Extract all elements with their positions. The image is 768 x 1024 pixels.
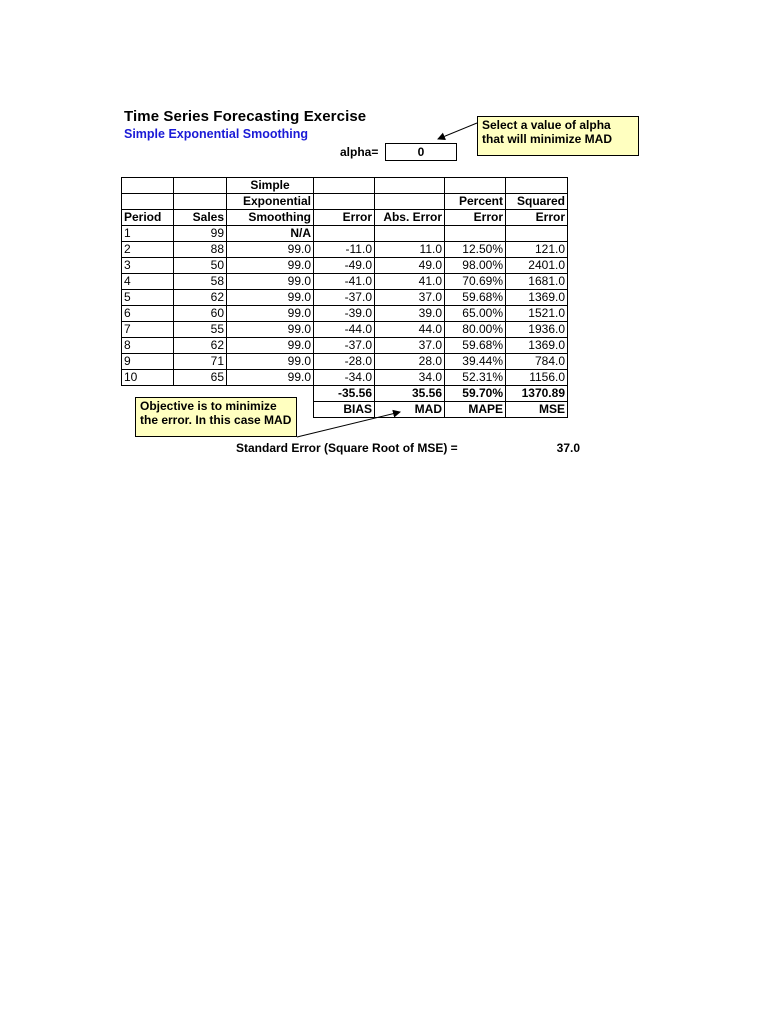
alpha-note-arrow — [438, 123, 477, 139]
abs-error-cell: 28.0 — [375, 354, 445, 370]
sales-cell: 71 — [174, 354, 227, 370]
page-subtitle: Simple Exponential Smoothing — [124, 127, 309, 141]
bias-label: BIAS — [314, 402, 375, 418]
header-period: Period — [122, 210, 174, 226]
abs-error-cell: 39.0 — [375, 306, 445, 322]
alpha-input-cell[interactable]: 0 — [385, 143, 457, 161]
percent-error-cell: 98.00% — [445, 258, 506, 274]
period-cell: 10 — [122, 370, 174, 386]
alpha-label: alpha= — [340, 145, 379, 159]
period-cell: 3 — [122, 258, 174, 274]
period-cell: 7 — [122, 322, 174, 338]
error-cell: -34.0 — [314, 370, 375, 386]
ses-cell: 99.0 — [227, 242, 314, 258]
error-cell: -49.0 — [314, 258, 375, 274]
standard-error-value: 37.0 — [556, 441, 580, 455]
ses-cell: N/A — [227, 226, 314, 242]
period-cell: 5 — [122, 290, 174, 306]
sales-cell: 55 — [174, 322, 227, 338]
squared-error-cell: 1936.0 — [506, 322, 568, 338]
header-sales: Sales — [174, 210, 227, 226]
error-cell: -44.0 — [314, 322, 375, 338]
squared-error-cell: 1681.0 — [506, 274, 568, 290]
alpha-note: Select a value of alpha that will minimize MAD — [477, 116, 639, 156]
mse-value: 1370.89 — [506, 386, 568, 402]
abs-error-cell: 37.0 — [375, 290, 445, 306]
percent-error-cell: 70.69% — [445, 274, 506, 290]
period-cell: 9 — [122, 354, 174, 370]
sales-cell: 50 — [174, 258, 227, 274]
mad-label: MAD — [375, 402, 445, 418]
ses-cell: 99.0 — [227, 338, 314, 354]
sales-cell: 62 — [174, 338, 227, 354]
percent-error-cell: 59.68% — [445, 338, 506, 354]
abs-error-cell: 11.0 — [375, 242, 445, 258]
percent-error-cell: 52.31% — [445, 370, 506, 386]
ses-cell: 99.0 — [227, 370, 314, 386]
header-sq-line1: Squared — [506, 194, 568, 210]
squared-error-cell: 1156.0 — [506, 370, 568, 386]
percent-error-cell: 59.68% — [445, 290, 506, 306]
sales-cell: 65 — [174, 370, 227, 386]
page-title: Time Series Forecasting Exercise — [124, 108, 367, 125]
objective-note-arrow — [297, 412, 400, 437]
ses-cell: 99.0 — [227, 306, 314, 322]
error-cell: -37.0 — [314, 338, 375, 354]
sales-cell: 60 — [174, 306, 227, 322]
header-ses-line1: Simple — [227, 178, 314, 194]
sales-cell: 99 — [174, 226, 227, 242]
error-cell: -41.0 — [314, 274, 375, 290]
ses-cell: 99.0 — [227, 354, 314, 370]
period-cell: 4 — [122, 274, 174, 290]
header-error: Error — [314, 210, 375, 226]
standard-error-label: Standard Error (Square Root of MSE) = — [236, 441, 458, 455]
sales-cell: 58 — [174, 274, 227, 290]
sales-cell: 62 — [174, 290, 227, 306]
error-cell: -11.0 — [314, 242, 375, 258]
squared-error-cell: 121.0 — [506, 242, 568, 258]
abs-error-cell: 34.0 — [375, 370, 445, 386]
ses-cell: 99.0 — [227, 258, 314, 274]
squared-error-cell: 1369.0 — [506, 290, 568, 306]
abs-error-cell: 44.0 — [375, 322, 445, 338]
period-cell: 6 — [122, 306, 174, 322]
percent-error-cell: 65.00% — [445, 306, 506, 322]
header-ses-line2: Exponential — [227, 194, 314, 210]
squared-error-cell: 784.0 — [506, 354, 568, 370]
percent-error-cell: 12.50% — [445, 242, 506, 258]
mape-label: MAPE — [445, 402, 506, 418]
ses-cell: 99.0 — [227, 322, 314, 338]
header-ses-line3: Smoothing — [227, 210, 314, 226]
abs-error-cell: 37.0 — [375, 338, 445, 354]
abs-error-cell: 49.0 — [375, 258, 445, 274]
header-pct-line2: Error — [445, 210, 506, 226]
period-cell: 1 — [122, 226, 174, 242]
percent-error-cell: 80.00% — [445, 322, 506, 338]
error-cell: -28.0 — [314, 354, 375, 370]
mse-label: MSE — [506, 402, 568, 418]
percent-error-cell: 39.44% — [445, 354, 506, 370]
squared-error-cell: 2401.0 — [506, 258, 568, 274]
ses-cell: 99.0 — [227, 290, 314, 306]
ses-cell: 99.0 — [227, 274, 314, 290]
header-sq-line2: Error — [506, 210, 568, 226]
squared-error-cell: 1521.0 — [506, 306, 568, 322]
header-pct-line1: Percent — [445, 194, 506, 210]
error-cell: -37.0 — [314, 290, 375, 306]
mape-value: 59.70% — [445, 386, 506, 402]
bias-value: -35.56 — [314, 386, 375, 402]
objective-note: Objective is to minimize the error. In this case MAD — [135, 397, 297, 437]
header-abs-error: Abs. Error — [375, 210, 445, 226]
period-cell: 8 — [122, 338, 174, 354]
sales-cell: 88 — [174, 242, 227, 258]
squared-error-cell: 1369.0 — [506, 338, 568, 354]
period-cell: 2 — [122, 242, 174, 258]
error-cell: -39.0 — [314, 306, 375, 322]
mad-value: 35.56 — [375, 386, 445, 402]
abs-error-cell: 41.0 — [375, 274, 445, 290]
